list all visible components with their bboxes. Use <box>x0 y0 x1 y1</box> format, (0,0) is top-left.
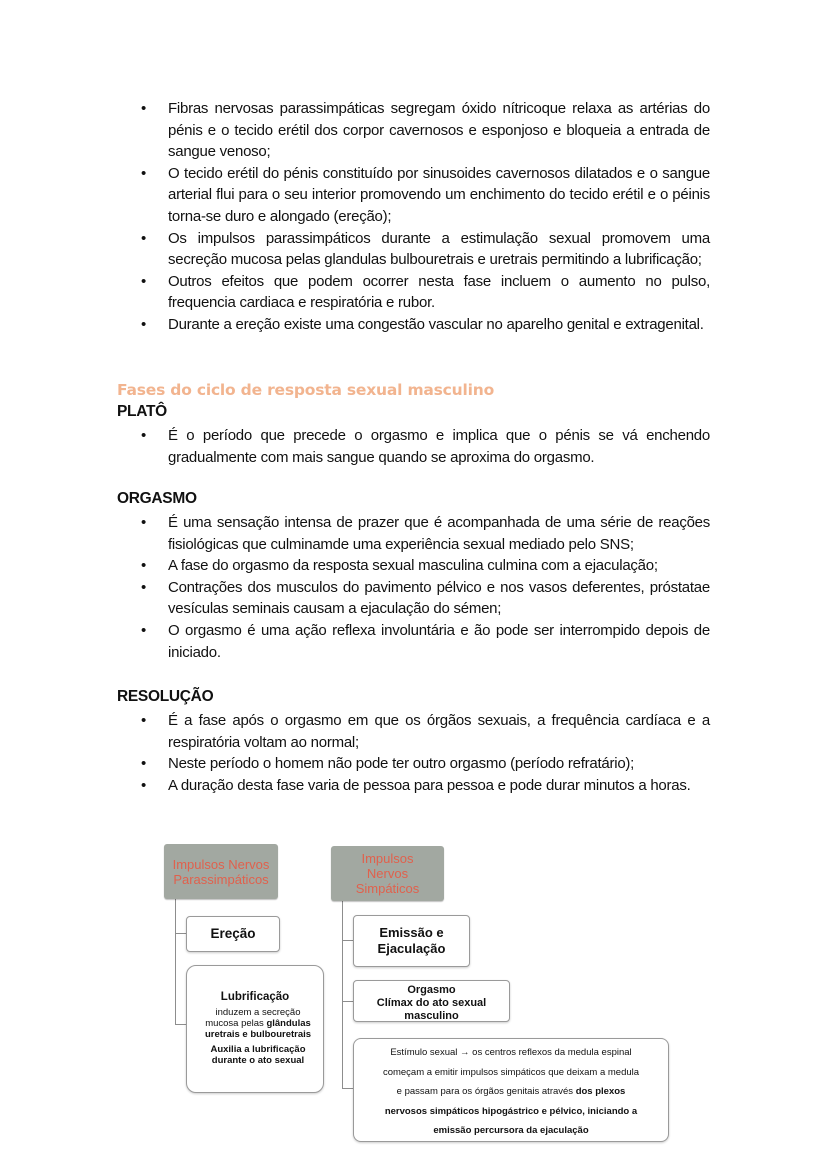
list-item: • Contrações dos musculos do pavimento pélvico e nos vasos deferentes, próstatae vesículas seminais causam a ejaculação do sémen; <box>117 577 710 620</box>
connector-line <box>342 901 343 1089</box>
estimulo-text: e passam para os órgãos genitais através dos plexos <box>396 1086 626 1097</box>
estimulo-text: Estímulo sexual → os centros reflexos da medula espinal <box>390 1047 632 1058</box>
lubrificacao-box <box>186 965 324 1093</box>
list-item: • O orgasmo é uma ação reflexa involuntária e ão pode ser interrompido depois de iniciado. <box>117 620 710 663</box>
lubrificacao-text: durante o ato sexual <box>211 1055 305 1066</box>
estimulo-box <box>353 1038 669 1142</box>
plato-title: PLATÔ <box>117 403 167 420</box>
erecao-label: Ereção <box>210 926 256 941</box>
emissao-box <box>353 915 470 967</box>
sympathetic-header-label: Impulsos Nervos Simpáticos <box>355 851 420 896</box>
connector-line <box>342 940 353 941</box>
connector-line <box>175 899 176 1025</box>
parasympathetic-header <box>164 844 278 899</box>
list-item: • O tecido erétil do pénis constituído por sinusoides cavernosos dilatados e o sangue arterial flui para o seu interior promovendo um enchimento do tecido erétil e o péinis torna-se duro e alongado (ereção); <box>117 163 710 228</box>
estimulo-text: começam a emitir impulsos simpáticos que deixam a medula <box>382 1066 640 1078</box>
list-item: • Fibras nervosas parassimpáticas segregam óxido nítricoque relaxa as artérias do pénis e o tecido erétil dos corpor cavernosos e esponjoso e bloqueia a entrada de sangue venoso; <box>117 98 710 163</box>
orgasmo-box-line: Clímax do ato sexual <box>376 997 487 1009</box>
orgasmo-box <box>353 980 510 1022</box>
erecao-box <box>186 916 280 952</box>
lubrificacao-title: Lubrificação <box>220 991 290 1003</box>
connector-line <box>342 1088 353 1089</box>
estimulo-text: emissão percursora da ejaculação <box>433 1125 589 1136</box>
parasympathetic-header-label: Impulsos Nervos Parassimpáticos <box>172 856 270 887</box>
connector-line <box>175 1024 186 1025</box>
list-item: • A fase do orgasmo da resposta sexual masculina culmina com a ejaculação; <box>117 555 710 577</box>
list-item: • Durante a ereção existe uma congestão vascular no aparelho genital e extragenital. <box>117 314 710 336</box>
resolucao-title: RESOLUÇÃO <box>117 688 214 705</box>
list-item: • A duração desta fase varia de pessoa para pessoa e pode durar minutos a horas. <box>117 775 710 797</box>
sympathetic-header <box>331 846 444 901</box>
connector-line <box>175 933 186 934</box>
orgasmo-box-line: masculino <box>404 1010 459 1022</box>
lubrificacao-text: uretrais e bulbouretrais <box>204 1029 312 1040</box>
orgasmo-title: ORGASMO <box>117 490 197 507</box>
phases-heading: Fases do ciclo de resposta sexual masculino <box>117 381 495 399</box>
list-item: • Outros efeitos que podem ocorrer nesta fase incluem o aumento no pulso, frequencia cardiaca e respiratória e rubor. <box>117 271 710 314</box>
lubrificacao-text: Auxilia a lubrificação <box>210 1044 306 1055</box>
estimulo-text: nervosos simpáticos hipogástrico e pélvico, iniciando a <box>384 1105 638 1117</box>
list-item: • É o período que precede o orgasmo e implica que o pénis se vá enchendo gradualmente com mais sangue quando se aproxima do orgasmo. <box>117 425 710 468</box>
orgasmo-box-line: Orgasmo <box>407 984 456 996</box>
connector-line <box>342 1001 353 1002</box>
list-item: • É uma sensação intensa de prazer que é acompanhada de uma série de reações fisiológicas que culminamde uma experiência sexual mediado pelo SNS; <box>117 512 710 555</box>
list-item: • Neste período o homem não pode ter outro orgasmo (período refratário); <box>117 753 710 775</box>
emissao-label: Emissão e Ejaculação <box>377 924 446 956</box>
list-item: • É a fase após o orgasmo em que os órgãos sexuais, a frequência cardíaca e a respiratória voltam ao normal; <box>117 710 710 753</box>
lubrificacao-text: mucosa pelas glândulas <box>205 1018 311 1029</box>
list-item: • Os impulsos parassimpáticos durante a estimulação sexual promovem uma secreção mucosa pelas glandulas bulbouretrais e uretrais permitindo a lubrificação; <box>117 228 710 271</box>
lubrificacao-text: induzem a secreção <box>215 1007 301 1018</box>
